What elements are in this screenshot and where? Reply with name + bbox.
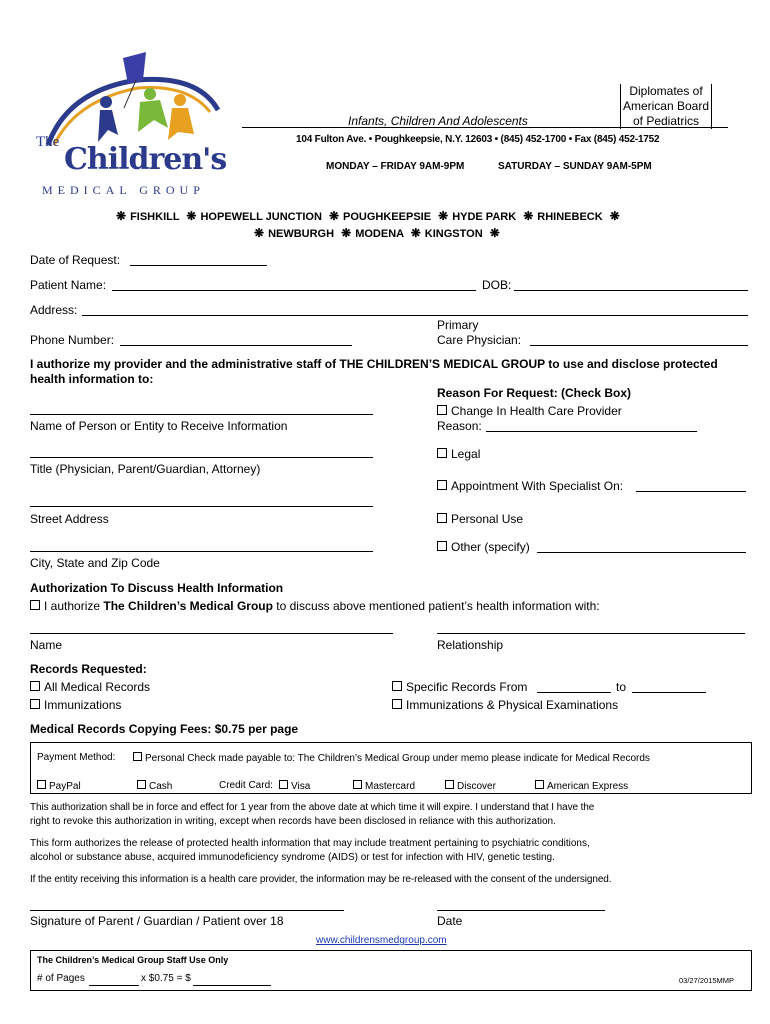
diplomates-line: Diplomates of	[629, 84, 703, 98]
recipient-title-field[interactable]	[30, 457, 373, 458]
star-icon: ❋	[609, 209, 620, 223]
star-icon: ❋	[438, 209, 449, 223]
dob-label: DOB:	[482, 278, 512, 292]
signature-label: Signature of Parent / Guardian / Patient over 18	[30, 914, 284, 928]
street-address-field[interactable]	[30, 506, 373, 507]
location: RHINEBECK	[537, 211, 603, 223]
location: KINGSTON	[424, 228, 483, 240]
legal-option[interactable]	[437, 447, 480, 461]
checkbox-icon[interactable]	[30, 600, 40, 610]
checkbox-icon[interactable]	[392, 699, 402, 709]
location: MODENA	[355, 228, 404, 240]
care-physician-label: Care Physician:	[437, 333, 522, 347]
pages-label: # of Pages	[37, 973, 85, 984]
reason-label: Reason:	[437, 419, 482, 433]
all-records-label: All Medical Records	[44, 680, 151, 694]
locations-row	[250, 226, 504, 240]
records-heading: Records Requested:	[30, 662, 147, 676]
diplomates-box	[620, 84, 712, 129]
legal-text: alcohol or substance abuse, acquired immunodeficiency syndrome (AIDS) or test for infection with HIV, genetic testing.	[30, 852, 555, 863]
checkbox-icon[interactable]	[437, 448, 447, 458]
legal-text: This authorization shall be in force and effect for 1 year from the above date at which time it will expire. I understand that I have the	[30, 802, 595, 813]
copying-fees: Medical Records Copying Fees: $0.75 per page	[30, 722, 299, 736]
other-field[interactable]	[537, 552, 746, 553]
patient-name-field[interactable]	[112, 290, 476, 291]
legal-text: This form authorizes the release of protected health information that may include treatment pertaining to psychiatric conditions,	[30, 838, 590, 849]
location: NEWBURGH	[268, 228, 335, 240]
date-field[interactable]	[437, 910, 605, 911]
pages-calc-label: x $0.75 = $	[141, 973, 191, 984]
checkbox-icon[interactable]	[437, 513, 447, 523]
patient-name-label: Patient Name:	[30, 278, 107, 292]
pages-total-field[interactable]	[193, 985, 271, 986]
other-label: Other (specify)	[451, 540, 530, 554]
date-of-request-field[interactable]	[130, 265, 267, 266]
hours-weekend: SATURDAY – SUNDAY 9AM-5PM	[498, 161, 652, 172]
change-provider-label: Change In Health Care Provider	[451, 404, 622, 418]
star-icon: ❋	[328, 209, 340, 223]
recipient-name-label: Name of Person or Entity to Receive Information	[30, 419, 288, 433]
star-icon: ❋	[116, 209, 127, 223]
imm-phys-label: Immunizations & Physical Examinations	[406, 698, 619, 712]
diplomates-line: American Board	[622, 99, 710, 113]
discuss-post: to discuss above mentioned patient’s health information with:	[272, 599, 600, 613]
other-option[interactable]	[437, 540, 530, 554]
form-code: 03/27/2015MMP	[679, 976, 735, 985]
checkbox-icon[interactable]	[353, 780, 362, 789]
immunizations-option[interactable]	[30, 698, 121, 712]
discover-option[interactable]	[445, 780, 496, 792]
relationship-label: Relationship	[437, 638, 504, 652]
checkbox-icon[interactable]	[30, 681, 40, 691]
checkbox-icon[interactable]	[445, 780, 454, 789]
street-address-label: Street Address	[30, 512, 109, 526]
personal-use-label: Personal Use	[451, 512, 524, 526]
city-state-zip-label: City, State and Zip Code	[30, 556, 160, 570]
phone-number-label: Phone Number:	[30, 333, 115, 347]
checkbox-icon[interactable]	[133, 752, 142, 761]
care-physician-field[interactable]	[530, 345, 748, 346]
legal-label: Legal	[451, 447, 481, 461]
checkbox-icon[interactable]	[137, 780, 146, 789]
specific-from-field[interactable]	[537, 692, 611, 693]
staff-heading: The Children’s Medical Group Staff Use Only	[37, 955, 229, 965]
logo	[28, 50, 238, 200]
checkbox-icon[interactable]	[392, 681, 402, 691]
pages-field[interactable]	[89, 985, 139, 986]
logo-subtitle: MEDICAL GROUP	[42, 183, 205, 197]
checkbox-icon[interactable]	[437, 541, 447, 551]
personal-use-option[interactable]	[437, 512, 523, 526]
payment-method-label: Payment Method:	[37, 752, 116, 763]
website-link[interactable]: www.childrensmedgroup.com	[316, 935, 447, 946]
reason-field[interactable]	[486, 431, 697, 432]
cash-option[interactable]	[137, 780, 172, 792]
mastercard-label: Mastercard	[365, 781, 416, 792]
recipient-name-field[interactable]	[30, 414, 373, 415]
address-field[interactable]	[82, 315, 748, 316]
locations-row	[112, 209, 624, 223]
change-provider-option[interactable]	[437, 404, 622, 418]
check-option[interactable]	[133, 752, 650, 764]
star-icon: ❋	[523, 209, 534, 223]
logo-the: The	[36, 134, 60, 150]
immunizations-label: Immunizations	[44, 698, 122, 712]
amex-label: American Express	[547, 781, 629, 792]
specific-records-label: Specific Records From	[406, 680, 528, 694]
date-label: Date	[437, 914, 463, 928]
visa-option[interactable]	[279, 780, 310, 792]
checkbox-icon[interactable]	[535, 780, 544, 789]
star-icon: ❋	[254, 226, 265, 240]
star-icon: ❋	[341, 226, 352, 240]
location: HYDE PARK	[452, 211, 517, 223]
location: POUGHKEEPSIE	[343, 211, 432, 223]
checkbox-icon[interactable]	[437, 480, 447, 490]
checkbox-icon[interactable]	[279, 780, 288, 789]
discuss-authorization-option[interactable]	[30, 599, 600, 613]
dob-field[interactable]	[514, 290, 748, 291]
logo-name: Children's	[64, 142, 227, 177]
check-label: Personal Check made payable to: The Children’s Medical Group under memo please indicate for Medical Records	[145, 753, 650, 764]
appointment-label: Appointment With Specialist On:	[451, 479, 624, 493]
hours-weekday: MONDAY – FRIDAY 9AM-9PM	[326, 161, 465, 172]
payment-box	[30, 742, 752, 794]
appointment-option[interactable]	[437, 479, 623, 493]
all-records-option[interactable]	[30, 680, 150, 694]
specific-records-option[interactable]	[392, 680, 527, 694]
signature-field[interactable]	[30, 910, 344, 911]
address-label: Address:	[30, 303, 78, 317]
checkbox-icon[interactable]	[437, 405, 447, 415]
logo-figures-icon	[28, 50, 238, 150]
appointment-field[interactable]	[636, 491, 746, 492]
staff-use-box	[30, 950, 752, 991]
cash-label: Cash	[149, 781, 173, 792]
authorize-statement-2: health information to:	[30, 372, 154, 386]
paypal-option[interactable]	[37, 780, 81, 792]
recipient-title-label: Title (Physician, Parent/Guardian, Attorney)	[30, 462, 261, 476]
checkbox-icon[interactable]	[30, 699, 40, 709]
checkbox-icon[interactable]	[37, 780, 46, 789]
star-icon: ❋	[186, 209, 197, 223]
tagline: Infants, Children And Adolescents	[348, 114, 528, 128]
header-rule	[242, 127, 728, 128]
clinic-address: 104 Fulton Ave. • Poughkeepsie, N.Y. 12603 • (845) 452-1700 • Fax (845) 452-1752	[296, 134, 660, 145]
specific-to-field[interactable]	[632, 692, 706, 693]
relationship-field[interactable]	[437, 633, 745, 634]
legal-text: If the entity receiving this information is a health care provider, the information may be re-released with the consent of the undersigned.	[30, 874, 612, 885]
credit-card-label: Credit Card:	[219, 780, 273, 791]
city-state-zip-field[interactable]	[30, 551, 373, 552]
star-icon: ❋	[489, 226, 500, 240]
authorize-statement: I authorize my provider and the administrative staff of THE CHILDREN’S MEDICAL GROUP to use and disclose protected	[30, 357, 718, 371]
phone-number-field[interactable]	[120, 345, 352, 346]
primary-label: Primary	[437, 318, 479, 332]
discuss-group-name: The Children’s Medical Group	[103, 599, 273, 613]
visa-label: Visa	[291, 781, 311, 792]
reason-heading: Reason For Request: (Check Box)	[437, 386, 632, 400]
paypal-label: PayPal	[49, 781, 81, 792]
date-of-request-label: Date of Request:	[30, 253, 121, 267]
star-icon: ❋	[410, 226, 421, 240]
location: HOPEWELL JUNCTION	[200, 211, 322, 223]
discuss-name-label: Name	[30, 638, 63, 652]
imm-phys-option[interactable]	[392, 698, 618, 712]
discuss-heading: Authorization To Discuss Health Information	[30, 581, 284, 595]
discuss-name-field[interactable]	[30, 633, 393, 634]
specific-to-label: to	[616, 680, 627, 694]
amex-option[interactable]	[535, 780, 628, 792]
discover-label: Discover	[457, 781, 496, 792]
diplomates-line: of Pediatrics	[632, 114, 700, 128]
legal-text: right to revoke this authorization in writing, except when records have been disclosed in reliance with this authorization.	[30, 816, 556, 827]
location: FISHKILL	[130, 211, 180, 223]
mastercard-option[interactable]	[353, 780, 415, 792]
discuss-pre: I authorize	[44, 599, 104, 613]
